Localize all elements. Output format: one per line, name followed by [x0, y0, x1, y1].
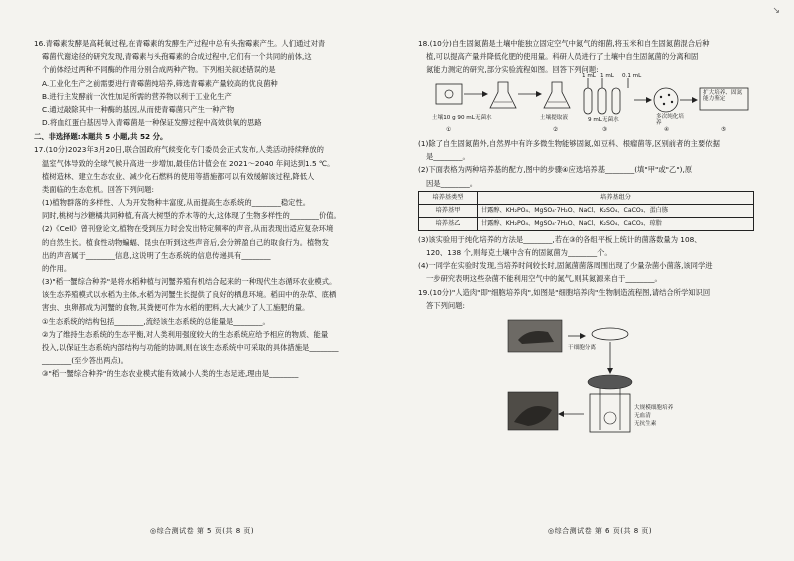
q17-line: ③"稻一蟹综合种养"的生态农业模式能有效减小人类的生态足迹,理由是________ [42, 369, 299, 379]
left-page [34, 38, 396, 381]
q16-option-b: B.进行主发酵前一次性加足所需的营养物以利于工业化生产 [42, 91, 232, 101]
q19-line: 答下列问题: [426, 300, 465, 310]
q16-line: 16.青霉素发酵是高耗氧过程,在青霉素的发酵生产过程中总有头孢霉素产生。人们通过对青 [34, 39, 326, 48]
q18-line: 18.(10分)自生固氮菌是土壤中能独立固定空气中氮气的细菌,将玉米和自生固氮菌混合后种 [418, 39, 710, 48]
q17-line: (1)植物群落的多样性、人为开发物种丰富度,从而提高生态系统的________稳定性。 [42, 198, 311, 208]
question-18 [418, 38, 768, 285]
q18-line: (1)除了自生固氮菌外,自然界中有许多微生物能够固氮,如豆科、根瘤菌等,区别前者的主要依据 [418, 139, 720, 149]
q17-line: ①生态系统的结构包括________,流经该生态系统的总能量是________。 [42, 316, 270, 326]
cell-mass-icon [588, 375, 632, 389]
medium-table [418, 191, 754, 231]
q16-option-c: C.通过敲除其中一种酶的基因,从而使青霉菌只产生一种产物 [42, 104, 235, 114]
step-2: ② [553, 127, 559, 134]
fig19-label-culture: 大规模细胞培养 [634, 404, 674, 411]
q16-line: 个前体经过两种不同酶的作用分别合成两种产物。下列相关叙述错误的是 [42, 65, 276, 75]
q16-option-a: A.工业化生产之前需要进行青霉菌纯培养,筛选青霉素产量较高的优良菌种 [42, 78, 278, 88]
step-4: ④ [664, 127, 670, 134]
soil-icon [445, 90, 453, 98]
q16-line: 霉菌代谢途径的研究发现,青霉素与头孢霉素的合成过程中,它们有一个共同的前体,这 [42, 52, 312, 62]
soil-sample-box [436, 84, 462, 104]
cultured-meat-figure [418, 318, 768, 436]
fig19-label-stemcell: 干细胞分离 [568, 344, 596, 351]
q17-line: (2)《Cell》曾刊登论文,植物在受到压力时会发出特定频率的声音,从而表现出适应复杂环境 [42, 224, 334, 234]
q18-line: (3)该实验用于纯化培养的方法是________,若在③的各组平板上统计的菌落数量为 108、 [418, 234, 702, 244]
q18-line: (2)下面表格为两种培养基的配方,图中的步骤④应选培养基________(填"甲"或"乙"),原 [418, 165, 693, 175]
experiment-flow-diagram [418, 73, 768, 136]
fig19-label-antibioticfree: 无抗生素 [634, 420, 657, 427]
step-5: ⑤ [721, 127, 727, 134]
q18-line: 是________。 [426, 152, 470, 162]
q18-line: 一步研究表明这些杂菌不能利用空气中的氮气,则其氮源来自于________。 [426, 274, 662, 284]
petri-dish-icon [592, 328, 628, 340]
q18-line: 氮能力测定的研究,部分实验流程如图。回答下列问题: [426, 65, 599, 75]
table-row [419, 205, 754, 218]
diagram-label-water: 9 mL无菌水 [588, 117, 619, 124]
bioreactor-icon [590, 394, 630, 432]
section-title: 二、非选择题:本题共 5 小题,共 52 分。 [34, 131, 168, 141]
table-row [419, 218, 754, 231]
q17-line: (3)"稻一蟹综合种养"是将水稻种植与河蟹养殖有机结合起来的一种现代生态循环农业模式。 [42, 277, 337, 287]
q18-line: (4)一同学在实验时发现,当培养时间较长时,固氮菌菌落周围出现了少量杂菌小菌落,该同学进 [418, 261, 713, 271]
table-header-cell: 培养基类型 [419, 192, 478, 205]
diagram-label-extract: 土壤提取液 [540, 115, 568, 122]
flask-icon [544, 82, 570, 108]
q17-line: 出的声音属于________信息,这说明了生态系统的信息传递具有________ [42, 250, 271, 260]
q17-line: 类面临的生态危机。回答下列问题: [42, 184, 154, 194]
diagram-label-expand: 扩大培养、固氮能力鉴定 [703, 90, 743, 103]
test-tube-icon [598, 88, 606, 114]
test-tube-icon [612, 88, 620, 114]
table-cell: 甘露醇、KH₂PO₄、MgSO₄·7H₂O、NaCl、K₂SO₄、CaCO₃、琼脂 [478, 218, 754, 231]
diagram-label-1ml-a: 1 mL [582, 73, 596, 80]
test-tube-icon [584, 88, 592, 114]
q17-line: 的作用。 [42, 263, 72, 273]
table-header-row [419, 192, 754, 205]
q17-line: ②为了维持生态系统的生态平衡,对人类利用强度较大的生态系统应给予相应的物质、能量 [42, 329, 329, 339]
table-cell: 甘露醇、KH₂PO₄、MgSO₄·7H₂O、NaCl、K₂SO₄、CaCO₃、蛋白胨 [478, 205, 754, 218]
q17-line: 投入,以保证生态系统内部结构与功能的协调,则在该生态系统中可采取的具体措施是________ [42, 342, 339, 352]
step-3: ③ [602, 127, 608, 134]
q17-line: 害虫、虫卵都成为河蟹的食物,其粪便可作为水稻的肥料,大大减少了人工施肥的量。 [42, 303, 310, 313]
diagram-label-purify: 多次纯化培养 [656, 114, 684, 127]
right-page-footer: ◎综合测试卷 第 6 页(共 8 页) [548, 527, 653, 535]
diagram-label-1ml-b: 1 mL [600, 73, 614, 80]
q18-line: 120、138 个,则每克土壤中含有的固氮菌为________个。 [426, 248, 612, 258]
fig19-label-serumfree: 无血清 [634, 412, 651, 419]
table-cell: 培养基甲 [419, 205, 478, 218]
flask-icon [490, 82, 516, 108]
diagram-label-soil: 土壤10 g 90 mL无菌水 [432, 115, 492, 122]
q17-line: 温室气体导致的全球气候升高进一步增加,最佳估计值会在 2021～2040 年间达到1.5 ℃。 [42, 158, 335, 168]
step-1: ① [446, 127, 452, 134]
question-19 [418, 287, 768, 436]
q16-option-d: D.将血红蛋白基因导入青霉菌是一种保证发酵过程中高效供氧的思路 [42, 118, 262, 128]
question-16 [34, 38, 396, 129]
table-header-cell: 培养基组分 [478, 192, 754, 205]
q17-line: ________(至少答出两点)。 [42, 356, 128, 366]
q17-line: 的自然生长。植食性动物蝙蝠、昆虫在听到这些声音后,会分辨盈自己的取食行为。植物发 [42, 237, 329, 247]
q17-line: 同时,桃树与沙糖橘共同种植,有高大树型的乔木等的大,这体现了生物多样性的________价值。 [42, 211, 341, 221]
q17-line: 17.(10分)2023年3月20日,联合国政府气候变化专门委员会正式发布,人类活动持续释放的 [34, 145, 324, 155]
q19-line: 19.(10分)"人造肉"即"细胞培养肉",如图是"细胞培养肉"生物制造流程图,请结合所学知识回 [418, 287, 711, 297]
corner-fold-mark: ↘ [772, 6, 780, 16]
petri-dish-icon [654, 88, 678, 112]
q17-line: 植树造林、建立生态农业、减少化石燃料的使用等措施都可以有效缓解该过程,降低人 [42, 171, 315, 181]
table-cell: 培养基乙 [419, 218, 478, 231]
left-page-footer: ◎综合测试卷 第 5 页(共 8 页) [150, 527, 255, 535]
diagram-label-0.1ml: 0.1 mL [622, 73, 642, 80]
flow-diagram-svg [418, 78, 758, 136]
right-page [418, 38, 768, 436]
q18-line: 因是________。 [426, 178, 478, 188]
question-17 [34, 144, 396, 380]
cultured-meat-svg [418, 318, 758, 436]
q18-line: 植,可以提高产量并降低化肥的使用量。科研人员进行了土壤中自生固氮菌的分离和固 [426, 52, 699, 62]
q17-line: 该生态养殖模式以水稻为主体,水稻为河蟹生长提供了良好的栖息环境。稻田中的杂草、底栖 [42, 290, 337, 300]
